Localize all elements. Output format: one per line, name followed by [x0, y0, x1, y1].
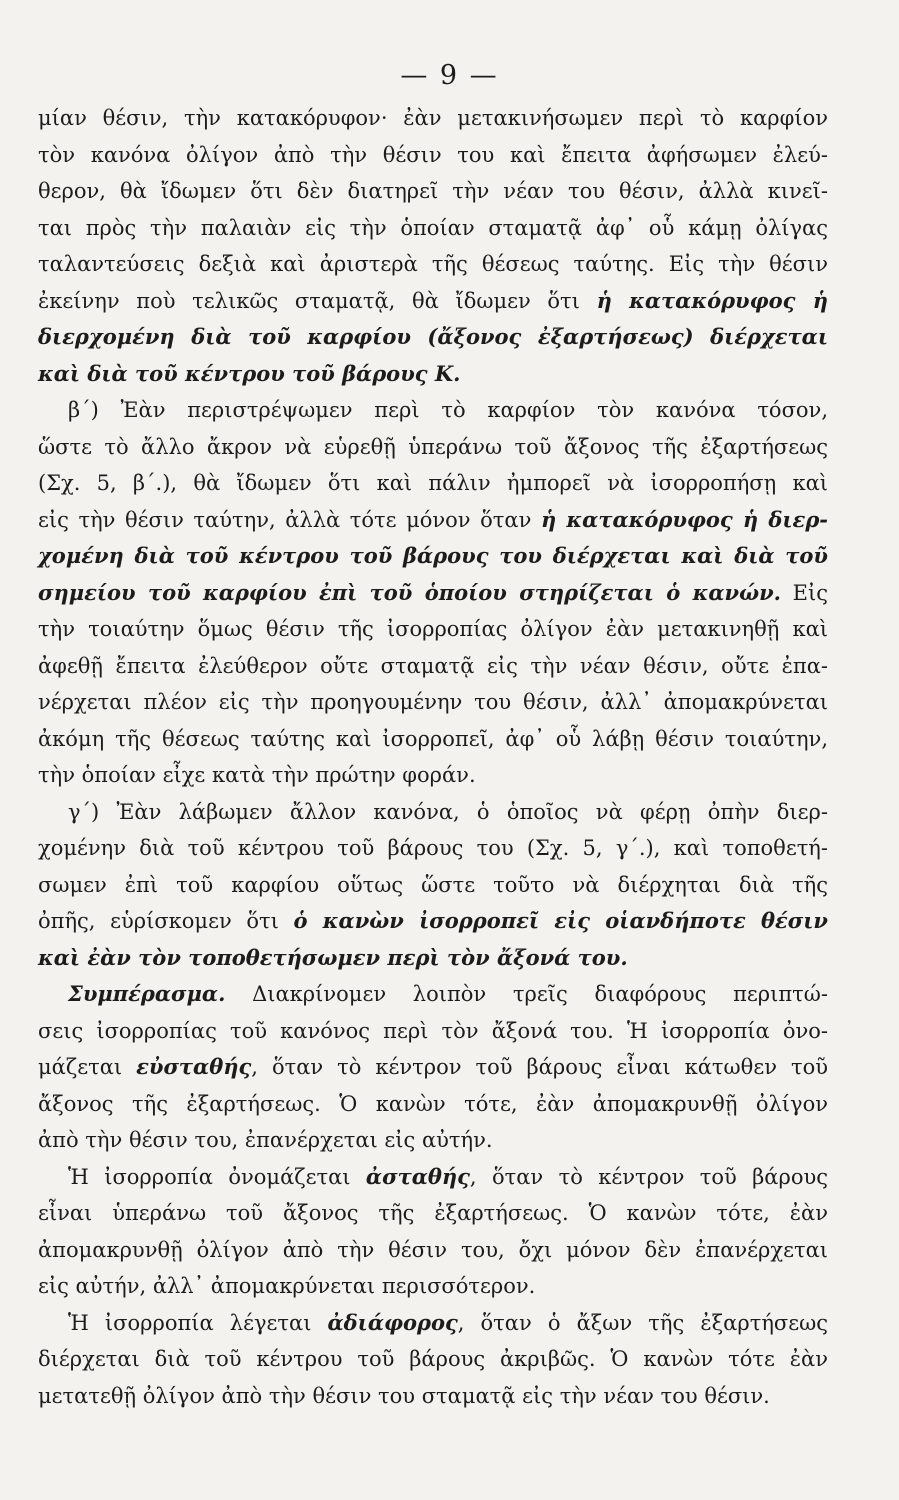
text-segment: χομένην διὰ τοῦ κέντρου τοῦ βάρους του (Σχ. 5, γ΄.), καὶ τοποθετή-: [38, 836, 828, 860]
text-line: [38, 356, 828, 393]
text-line: [38, 1268, 828, 1305]
text-line: [38, 794, 828, 831]
page-number: — 9 —: [400, 60, 499, 91]
emphasized-text: διερχομένη διὰ τοῦ καρφίου (ἄξονος ἐξαρτήσεως) διέρχεται: [38, 324, 828, 349]
text-line: [38, 1013, 828, 1050]
text-segment: ταλαντεύσεις δεξιὰ καὶ ἀριστερὰ τῆς θέσεως ταύτης. Εἰς τὴν θέσιν: [38, 252, 828, 276]
text-line: [38, 319, 828, 356]
text-line: [38, 1341, 828, 1378]
text-line: [38, 1305, 828, 1342]
text-line: [38, 575, 828, 612]
emphasized-text: εὐσταθής: [136, 1054, 252, 1079]
emphasized-text: ἀδιάφορος: [327, 1309, 458, 1335]
text-line: [38, 538, 828, 575]
text-line: [38, 1122, 828, 1159]
text-segment: σεις ἰσορροπίας τοῦ κανόνος περὶ τὸν ἄξονά του. Ἡ ἰσορροπία ὀνο-: [38, 1018, 828, 1043]
text-segment: ἀκόμη τῆς θέσεως ταύτης καὶ ἰσορροπεῖ, ἀφ᾽ οὗ λάβῃ θέσιν τοιαύτην,: [38, 726, 828, 751]
text-line: [38, 611, 828, 648]
emphasized-text: ὁ κανὼν ἰσορροπεῖ εἰς οἱανδήποτε θέσιν: [293, 908, 828, 933]
emphasized-text: ἡ κατακόρυφος ἡ: [596, 287, 828, 313]
text-line: [38, 1159, 828, 1196]
text-line: [38, 648, 828, 685]
text-line: [38, 1195, 828, 1232]
text-segment: μετατεθῇ ὀλίγον ἀπὸ τὴν θέσιν του σταματᾷ εἰς τὴν νέαν του θέσιν.: [38, 1383, 770, 1408]
text-segment: τὴν τοιαύτην ὅμως θέσιν τῆς ἰσορροπίας ὀλίγον ἐὰν μετακινηθῇ καὶ: [38, 617, 828, 641]
text-segment: β΄) Ἐὰν περιστρέψωμεν περὶ τὸ καρφίον τὸν κανόνα τόσον,: [68, 398, 828, 422]
text-line: [38, 429, 828, 466]
emphasized-text: καὶ ἐὰν τὸν τοποθετήσωμεν περὶ τὸν ἄξονά του.: [38, 944, 628, 970]
text-segment: ἀφεθῇ ἔπειτα ἐλεύθερον οὔτε σταματᾷ εἰς τὴν νέαν θέσιν, οὔτε ἐπα-: [38, 653, 828, 678]
text-line: [38, 684, 828, 721]
text-segment: διέρχεται διὰ τοῦ κέντρου τοῦ βάρους ἀκριβῶς. Ὁ κανὼν τότε ἐὰν: [38, 1347, 828, 1371]
text-line: [38, 283, 828, 320]
text-segment: θερον, θὰ ἴδωμεν ὅτι δὲν διατηρεῖ τὴν νέαν του θέσιν, ἀλλὰ κινεῖ-: [38, 179, 828, 203]
text-segment: νέρχεται πλέον εἰς τὴν προηγουμένην του θέσιν, ἀλλ᾽ ἀπομακρύνεται: [38, 690, 828, 714]
text-line: [38, 976, 828, 1013]
text-segment: εἶναι ὑπεράνω τοῦ ἄξονος τῆς ἐξαρτήσεως. Ὁ κανὼν τότε, ἐὰν: [38, 1201, 828, 1225]
text-segment: ἐκείνην ποὺ τελικῶς σταματᾷ, θὰ ἴδωμεν ὅτι: [38, 288, 597, 313]
text-segment: μάζεται: [38, 1055, 137, 1079]
text-segment: Εἰς: [780, 580, 828, 605]
text-segment: μίαν θέσιν, τὴν κατακόρυφον· ἐὰν μετακινήσωμεν περὶ τὸ καρφίον: [38, 106, 828, 130]
text-segment: ται πρὸς τὴν παλαιὰν εἰς τὴν ὁποίαν σταματᾷ ἀφ᾽ οὗ κάμῃ ὀλίγας: [38, 215, 828, 240]
text-segment: εἰς αὐτήν, ἀλλ᾽ ἀπομακρύνεται περισσότερον.: [38, 1274, 536, 1298]
text-segment: ὥστε τὸ ἄλλο ἄκρον νὰ εὑρεθῇ ὑπεράνω τοῦ ἄξονος τῆς ἐξαρτήσεως: [38, 434, 828, 459]
text-segment: ἀπομακρυνθῇ ὀλίγον ἀπὸ τὴν θέσιν του, ὄχι μόνον δὲν ἐπανέρχεται: [38, 1237, 828, 1262]
text-segment: εἰς τὴν θέσιν ταύτην, ἀλλὰ τότε μόνον ὅταν: [38, 507, 541, 532]
text-segment: ἀπὸ τὴν θέσιν του, ἐπανέρχεται εἰς αὐτήν.: [38, 1128, 493, 1152]
text-segment: Διακρίνομεν λοιπὸν τρεῖς διαφόρους περιπτώ-: [225, 982, 828, 1006]
text-segment: τὸν κανόνα ὀλίγον ἀπὸ τὴν θέσιν του καὶ ἔπειτα ἀφήσωμεν ἐλεύ-: [38, 142, 828, 167]
text-line: [38, 830, 828, 867]
emphasized-text: Συμπέρασμα.: [68, 981, 226, 1006]
text-segment: ὀπῆς, εὑρίσκομεν ὅτι: [38, 909, 294, 933]
emphasized-text: καὶ διὰ τοῦ κέντρου τοῦ βάρους Κ.: [38, 360, 461, 386]
text-line: [38, 100, 828, 137]
text-line: [38, 502, 828, 539]
text-line: [38, 903, 828, 940]
text-segment: τὴν ὁποίαν εἶχε κατὰ τὴν πρώτην φοράν.: [38, 763, 476, 787]
text-line: [38, 1378, 828, 1415]
text-segment: Ἡ ἰσορροπία λέγεται: [68, 1310, 328, 1335]
text-segment: Ἡ ἰσορροπία ὀνομάζεται: [68, 1164, 366, 1189]
emphasized-text: χομένη διὰ τοῦ κέντρου τοῦ βάρους του διέρχεται καὶ διὰ τοῦ: [38, 543, 828, 568]
text-line: [38, 721, 828, 758]
text-segment: σωμεν ἐπὶ τοῦ καρφίου οὕτως ὥστε τοῦτο νὰ διέρχηται διὰ τῆς: [38, 872, 828, 897]
text-line: [38, 173, 828, 210]
text-line: [38, 940, 828, 977]
text-line: [38, 1232, 828, 1269]
text-segment: γ΄) Ἐὰν λάβωμεν ἄλλον κανόνα, ὁ ὁποῖος νὰ φέρῃ ὀπὴν διερ-: [68, 799, 828, 824]
emphasized-text: ἀσταθής: [365, 1163, 470, 1189]
text-line: [38, 137, 828, 174]
text-segment: ἄξονος τῆς ἐξαρτήσεως. Ὁ κανὼν τότε, ἐὰν ἀπομακρυνθῇ ὀλίγον: [38, 1091, 828, 1116]
text-line: [38, 867, 828, 904]
emphasized-text: ἡ κατακόρυφος ἡ διερ-: [540, 506, 828, 532]
text-line: [38, 246, 828, 283]
text-segment: , ὅταν τὸ κέντρον τοῦ βάρους: [469, 1164, 828, 1189]
text-line: [38, 210, 828, 247]
text-line: [38, 1049, 828, 1086]
text-segment: , ὅταν τὸ κέντρον τοῦ βάρους εἶναι κάτωθεν τοῦ: [251, 1055, 828, 1079]
text-line: [38, 465, 828, 502]
text-line: [38, 392, 828, 429]
body-text: [38, 100, 828, 1414]
text-line: [38, 757, 828, 794]
text-segment: (Σχ. 5, β΄.), θὰ ἴδωμεν ὅτι καὶ πάλιν ἠμπορεῖ νὰ ἰσορροπήσῃ καὶ: [38, 471, 828, 495]
emphasized-text: σημείου τοῦ καρφίου ἐπὶ τοῦ ὁποίου στηρίζεται ὁ κανών.: [38, 579, 781, 605]
text-segment: , ὅταν ὁ ἄξων τῆς ἐξαρτήσεως: [457, 1310, 828, 1335]
text-line: [38, 1086, 828, 1123]
